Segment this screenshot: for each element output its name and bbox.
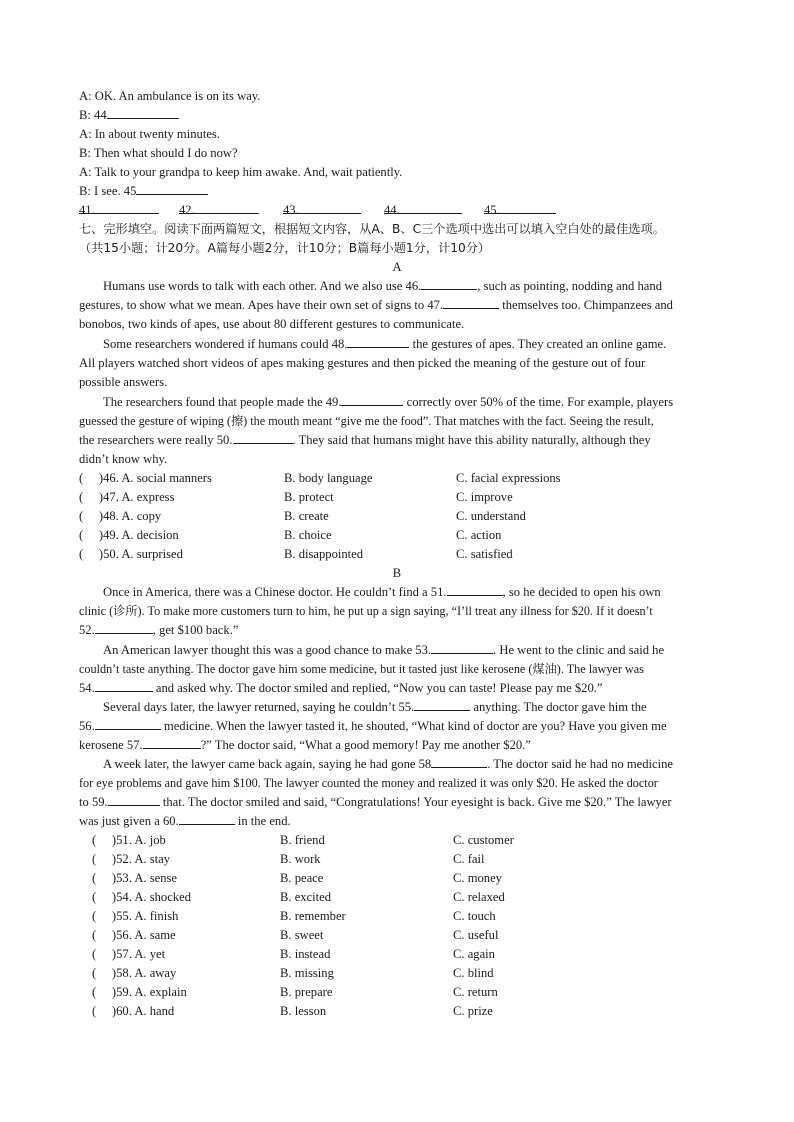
option-c[interactable]: C. satisfied [456,547,513,561]
dialogue-line-1 [79,87,734,107]
passage-text: was just given a 60. [79,814,179,828]
passage-text: . They said that humans might have this ability naturally, although they [292,433,651,447]
passage-text: , so he decided to open his own [502,585,661,599]
dialogue-line-6 [79,182,734,202]
answer-blank[interactable] [384,201,462,214]
passage-text: gestures, to show what we mean. Apes have their own set of signs to 47. [79,298,444,312]
passage-a-heading: A [392,260,402,274]
passage-text: 52. [79,623,95,637]
option-b[interactable]: B. prepare [280,985,333,999]
question-50[interactable]: ( )50. A. surprised [79,547,183,561]
answer-blank[interactable] [443,296,499,309]
answer-label: 43. [283,203,299,217]
question-51[interactable]: ( )51. A. job [92,833,166,847]
answer-blank[interactable] [136,182,208,195]
passage-text: Once in America, there was a Chinese doctor. He couldn’t find a 51. [103,585,447,599]
option-c[interactable]: C. understand [456,509,526,523]
passage-b-line [79,717,734,737]
question-46[interactable]: ( )46. A. social manners [79,471,212,485]
option-c[interactable]: C. prize [453,1004,493,1018]
passage-b-line [79,621,734,641]
dialogue-text: B: 44 [79,108,107,122]
passage-b-line [103,641,734,661]
passage-text: the researchers were really 50. [79,433,233,447]
option-b[interactable]: B. peace [280,871,324,885]
option-c[interactable]: C. return [453,985,498,999]
question-47[interactable]: ( )47. A. express [79,490,175,504]
passage-text: , get $100 back.” [152,623,239,637]
passage-a-line [79,354,734,374]
option-b[interactable]: B. remember [280,909,346,923]
passage-text: themselves too. Chimpanzees and [502,298,673,312]
option-b[interactable]: B. body language [284,471,373,485]
passage-b-heading: B [392,566,402,580]
answer-label: 44. [384,203,400,217]
option-c[interactable]: C. fail [453,852,485,866]
passage-text: for eye problems and gave him $100. The lawyer counted the money and realized it was only $20. He asked the doctor [79,776,658,790]
section-note: （共15小题；计20分。A篇每小题2分，计10分；B篇每小题1分，计10分） [79,241,491,255]
option-b[interactable]: B. disappointed [284,547,364,561]
passage-text: that. The doctor smiled and said, “Congratulations! Your eyesight is back. Give me $20.” The lawyer [162,795,672,809]
passage-text: anything. The doctor gave him the [473,700,647,714]
dialogue-text: A: OK. An ambulance is on its way. [79,89,261,103]
dialogue-text: B: Then what should I do now? [79,146,238,160]
section-title: 七、完形填空。阅读下面两篇短文，根据短文内容，从A、B、C三个选项中选出可以填入空白处的最佳选项。 [79,222,665,236]
passage-text: in the end. [237,814,291,828]
answer-blank[interactable] [107,106,179,119]
dialogue-line-4 [79,144,734,164]
option-c[interactable]: C. again [453,947,495,961]
passage-text: and asked why. The doctor smiled and replied, “Now you can taste! Please pay me $20.” [155,681,603,695]
passage-b-line [79,774,734,794]
answer-blank[interactable] [179,812,235,825]
passage-text: guessed the gesture of wiping (擦) the mouth meant “give me the food”. That matches with the fact. Seeing the result, [79,414,654,428]
passage-text: kerosene 57. [79,738,143,752]
dialogue-text: A: Talk to your grandpa to keep him awake. And, wait patiently. [79,165,403,179]
passage-b-line [79,679,734,699]
option-b[interactable]: B. friend [280,833,325,847]
question-59[interactable]: ( )59. A. explain [92,985,187,999]
passage-text: A week later, the lawyer came back again, saying he had gone 58 [103,757,432,771]
passage-text: . He went to the clinic and said he [493,643,665,657]
option-c[interactable]: C. touch [453,909,496,923]
passage-text: correctly over 50% of the time. For example, players [406,395,674,409]
passage-text: the gestures of apes. They created an online game. [412,337,667,351]
passage-b-line [79,793,734,813]
answer-blank[interactable] [233,431,293,444]
question-60[interactable]: ( )60. A. hand [92,1004,175,1018]
option-c[interactable]: C. money [453,871,502,885]
answer-row [79,201,734,221]
passage-a-line [79,296,734,316]
answer-blank[interactable] [108,793,160,806]
passage-text: Some researchers wondered if humans could 48. [103,337,348,351]
answer-label: 42. [179,203,195,217]
passage-text: , such as pointing, nodding and hand [477,279,662,293]
answer-blank[interactable] [79,201,159,214]
answer-blank[interactable] [95,621,153,634]
option-c[interactable]: C. blind [453,966,494,980]
answer-blank[interactable] [347,335,409,348]
passage-a-line [103,277,734,297]
dialogue-text: B: I see. 45 [79,184,137,198]
passage-b-line [103,698,734,718]
question-48[interactable]: ( )48. A. copy [79,509,162,523]
passage-b-line [79,660,734,680]
passage-text: 54. [79,681,95,695]
passage-a-line [79,315,734,335]
passage-text: An American lawyer thought this was a good chance to make 53. [103,643,432,657]
passage-b-line [103,755,734,775]
answer-blank[interactable] [414,698,470,711]
passage-b-line [103,583,734,603]
passage-text: The researchers found that people made the 49. [103,395,342,409]
option-b[interactable]: B. missing [280,966,334,980]
passage-a-line [79,450,734,470]
option-b[interactable]: B. work [280,852,321,866]
option-b[interactable]: B. excited [280,890,332,904]
answer-blank[interactable] [447,583,503,596]
answer-blank[interactable] [95,679,153,692]
option-c[interactable]: C. relaxed [453,890,505,904]
passage-text: All players watched short videos of apes making gestures and then picked the meaning of the gesture out of four [79,356,646,370]
option-b[interactable]: B. sweet [280,928,324,942]
answer-blank[interactable] [143,736,201,749]
question-49[interactable]: ( )49. A. decision [79,528,179,542]
passage-b-line [79,812,734,832]
passage-text: Several days later, the lawyer returned, saying he couldn’t 55. [103,700,415,714]
option-c[interactable]: C. customer [453,833,514,847]
passage-a-line [79,431,734,451]
passage-text: Humans use words to talk with each other. And we also use 46. [103,279,422,293]
answer-blank[interactable] [95,717,161,730]
answer-label: 41. [79,203,95,217]
dialogue-line-2 [79,106,734,126]
passage-text: clinic (诊所). To make more customers turn to him, he put up a sign saying, “I’ll treat any illness for $20. If it doesn’t [79,604,653,618]
passage-text: 56. [79,719,95,733]
option-b[interactable]: B. protect [284,490,334,504]
passage-text: . The doctor said he had no medicine [487,757,674,771]
dialogue-line-3 [79,125,734,145]
option-c[interactable]: C. facial expressions [456,471,561,485]
passage-text: bonobos, two kinds of apes, use about 80 different gestures to communicate. [79,317,465,331]
answer-blank[interactable] [484,201,556,214]
answer-blank[interactable] [431,755,487,768]
question-52[interactable]: ( )52. A. stay [92,852,171,866]
option-c[interactable]: C. improve [456,490,513,504]
answer-blank[interactable] [341,393,403,406]
answer-label: 45. [484,203,500,217]
option-c[interactable]: C. useful [453,928,499,942]
answer-blank[interactable] [179,201,259,214]
passage-text: possible answers. [79,375,168,389]
question-55[interactable]: ( )55. A. finish [92,909,179,923]
passage-b-line [79,602,734,622]
question-56[interactable]: ( )56. A. same [92,928,176,942]
question-57[interactable]: ( )57. A. yet [92,947,166,961]
passage-b-line [79,736,734,756]
dialogue-text: A: In about twenty minutes. [79,127,220,141]
question-58[interactable]: ( )58. A. away [92,966,177,980]
passage-a-line [79,412,734,432]
passage-text: ?” The doctor said, “What a good memory! Pay me another $20.” [200,738,531,752]
passage-a-line [103,393,734,413]
question-53[interactable]: ( )53. A. sense [92,871,177,885]
option-b[interactable]: B. lesson [280,1004,327,1018]
option-b[interactable]: B. create [284,509,329,523]
passage-text: medicine. When the lawyer tasted it, he shouted, “What kind of doctor are you? Have you given me [163,719,667,733]
passage-text: didn’t know why. [79,452,168,466]
option-b[interactable]: B. choice [284,528,332,542]
option-b[interactable]: B. instead [280,947,331,961]
passage-a-line [103,335,734,355]
option-c[interactable]: C. action [456,528,502,542]
answer-blank[interactable] [431,641,493,654]
answer-blank[interactable] [421,277,477,290]
dialogue-line-5 [79,163,734,183]
passage-text: to 59. [79,795,108,809]
passage-a-line [79,373,734,393]
answer-blank[interactable] [283,201,361,214]
question-54[interactable]: ( )54. A. shocked [92,890,191,904]
passage-text: couldn’t taste anything. The doctor gave him some medicine, but it tasted just like kerosene (煤油). The lawyer was [79,662,644,676]
